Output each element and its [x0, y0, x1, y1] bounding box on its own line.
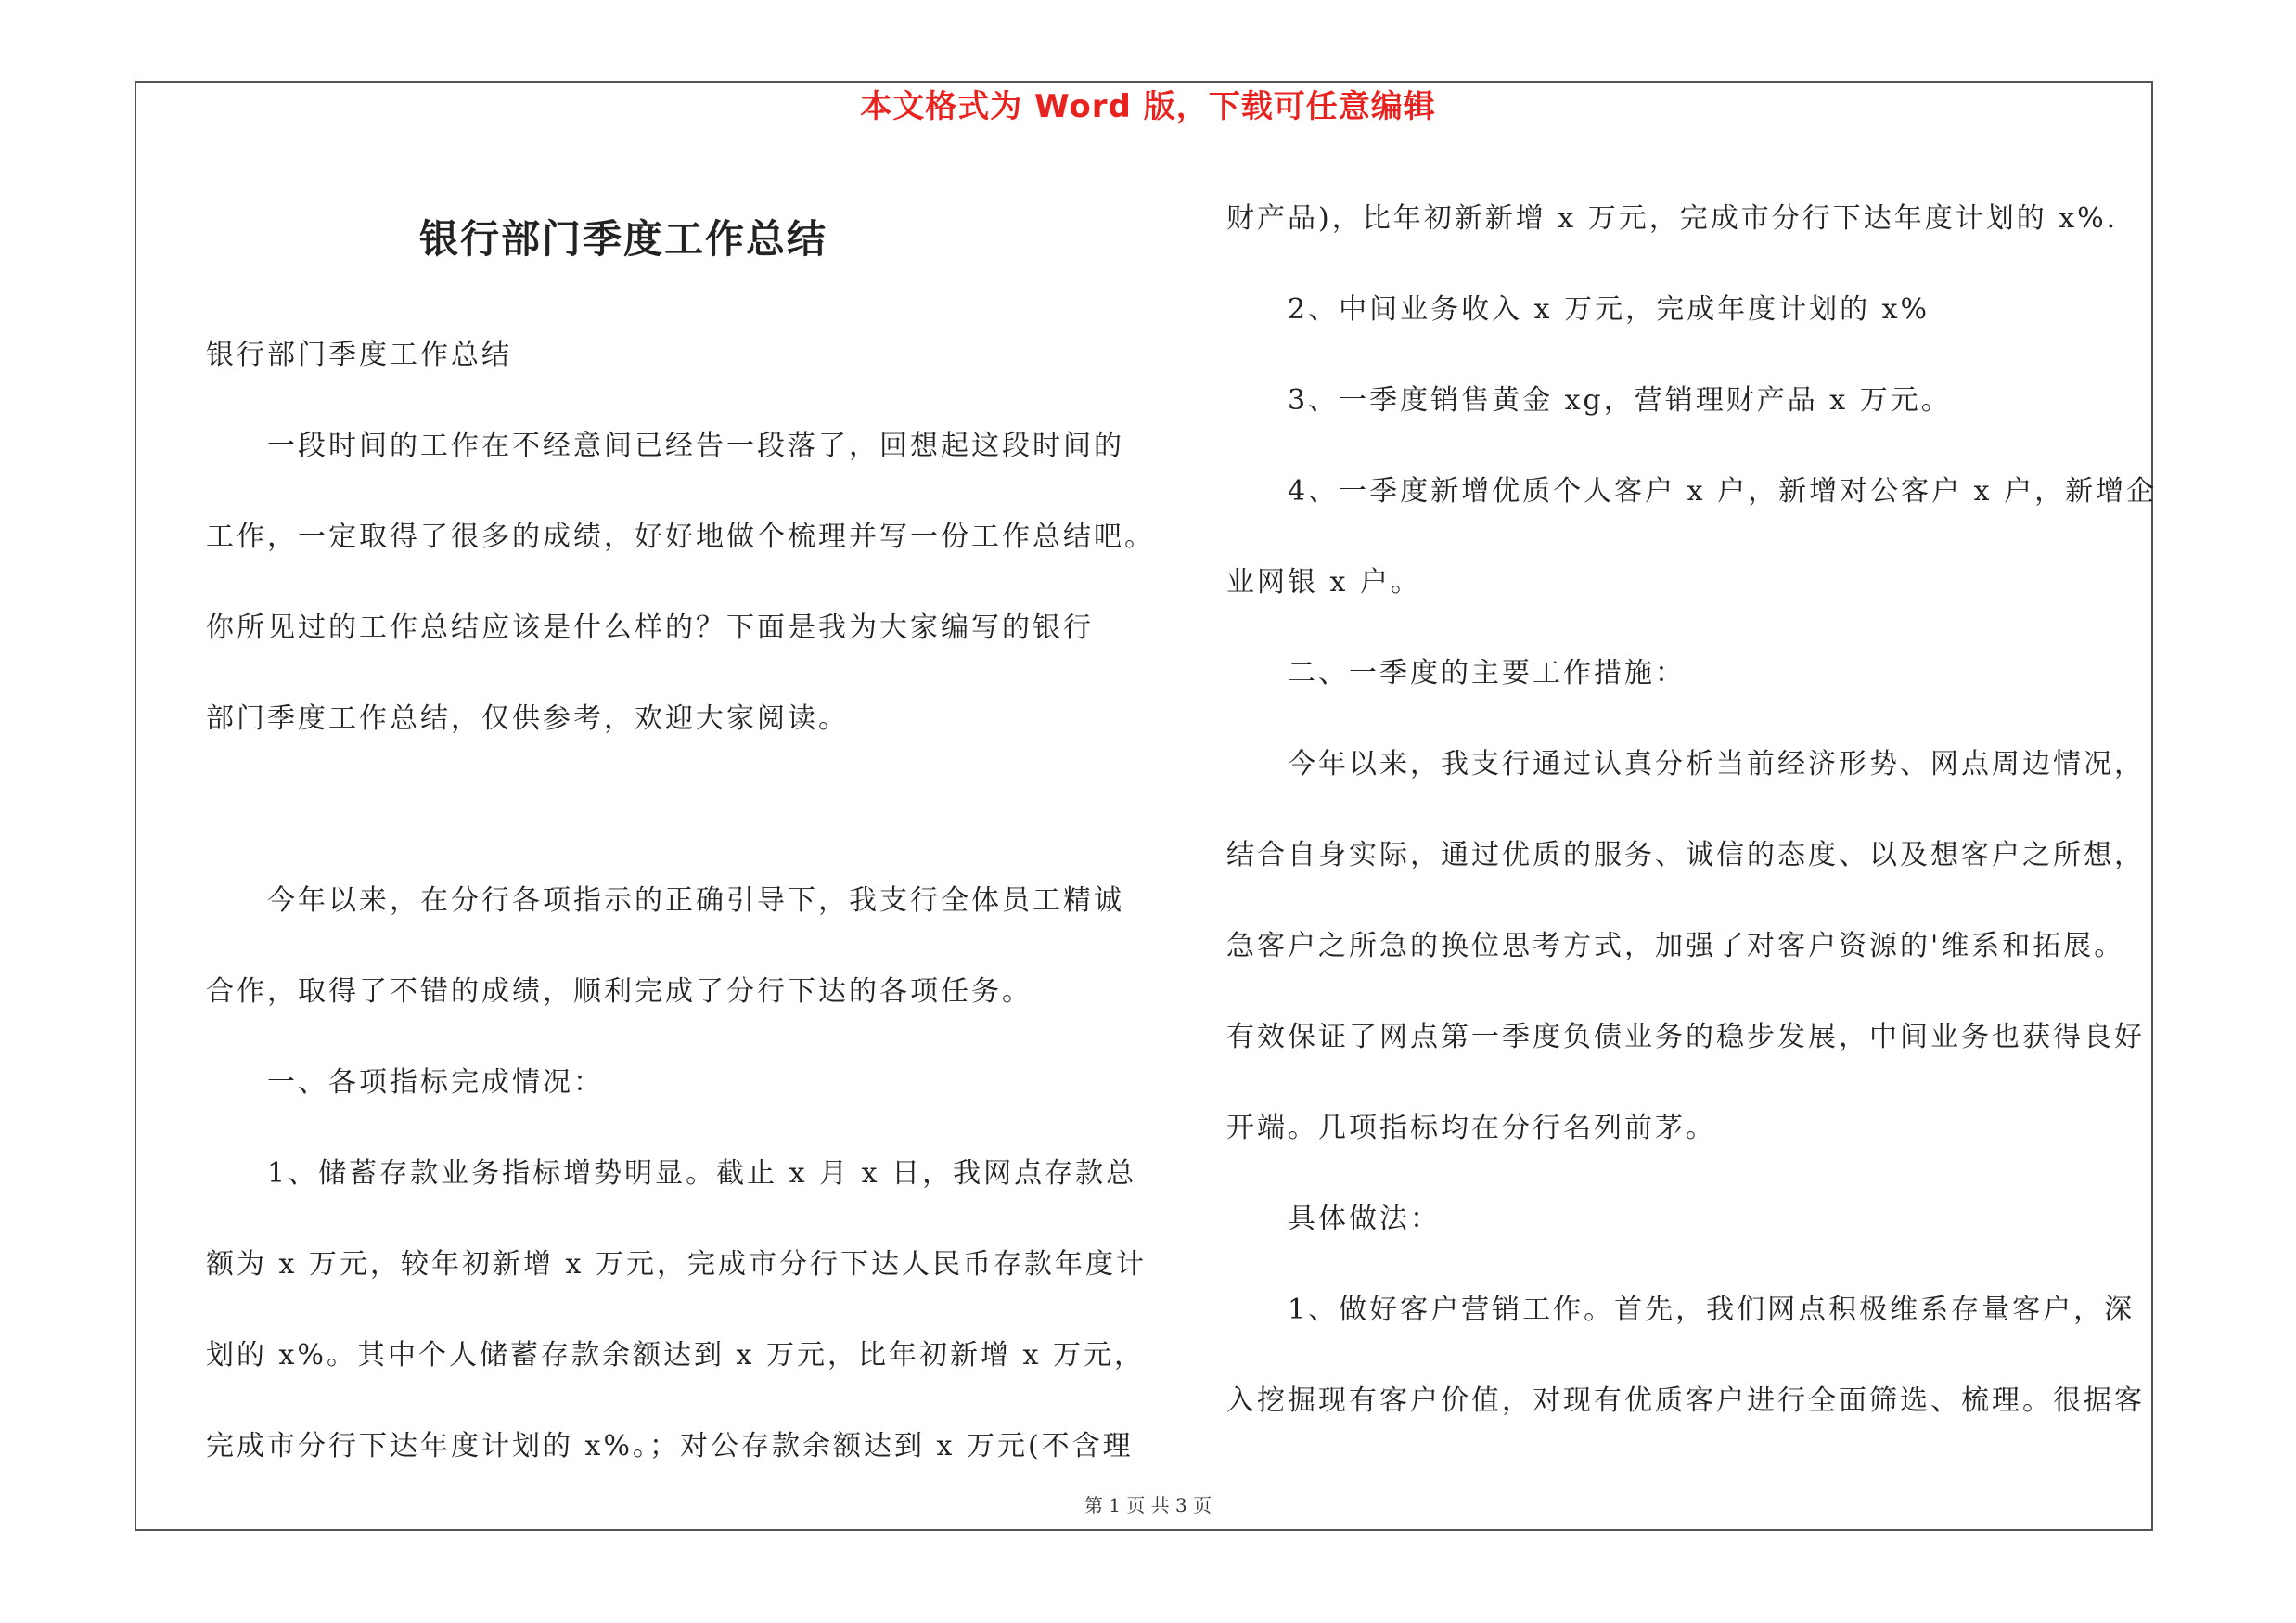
right-line: 具体做法：: [1226, 1203, 1441, 1235]
right-line: 有效保证了网点第一季度负债业务的稳步发展，中间业务也获得良好: [1226, 1021, 2145, 1053]
right-line: 入挖掘现有客户价值，对现有优质客户进行全面筛选、梳理。很据客: [1226, 1385, 2145, 1417]
left-line: 部门季度工作总结，仅供参考，欢迎大家阅读。: [206, 702, 849, 735]
page-number: 第 1 页 共 3 页: [1084, 1494, 1212, 1516]
left-line: 划的 x%。其中个人储蓄存款余额达到 x 万元，比年初新增 x 万元，: [206, 1339, 1145, 1372]
right-line: 急客户之所急的换位思考方式，加强了对客户资源的'维系和拓展。: [1226, 930, 2125, 962]
left-line: 合作，取得了不错的成绩，顺利完成了分行下达的各项任务。: [206, 975, 1033, 1008]
right-line: 业网银 x 户。: [1226, 566, 1421, 599]
left-line: 今年以来，在分行各项指示的正确引导下，我支行全体员工精诚: [206, 884, 1124, 917]
left-line: 额为 x 万元，较年初新增 x 万元，完成市分行下达人民币存款年度计: [206, 1248, 1147, 1281]
right-line: 1、做好客户营销工作。首先，我们网点积极维系存量客户，深: [1226, 1294, 2136, 1326]
right-line: 二、一季度的主要工作措施：: [1226, 657, 1686, 689]
left-line: 你所见过的工作总结应该是什么样的？下面是我为大家编写的银行: [206, 612, 1094, 644]
left-line: 完成市分行下达年度计划的 x%。；对公存款余额达到 x 万元(不含理: [206, 1430, 1134, 1462]
right-line: 结合自身实际，通过优质的服务、诚信的态度、以及想客户之所想，: [1226, 839, 2145, 871]
right-line: 4、一季度新增优质个人客户 x 户，新增对公客户 x 户，新增企: [1226, 475, 2158, 508]
right-line: 开端。几项指标均在分行名列前茅。: [1226, 1112, 1716, 1144]
left-line: 银行部门季度工作总结: [206, 339, 512, 371]
right-line: 2、中间业务收入 x 万元，完成年度计划的 x%: [1226, 293, 1930, 326]
document-title: 银行部门季度工作总结: [419, 216, 828, 262]
right-line: 财产品)，比年初新新增 x 万元，完成市分行下达年度计划的 x%.: [1226, 202, 2119, 235]
left-line: 1、储蓄存款业务指标增势明显。截止 x 月 x 日，我网点存款总: [206, 1157, 1137, 1190]
right-line: 今年以来，我支行通过认真分析当前经济形势、网点周边情况，: [1226, 748, 2145, 780]
left-line: 一、各项指标完成情况：: [206, 1066, 604, 1099]
left-line: 工作，一定取得了很多的成绩，好好地做个梳理并写一份工作总结吧。: [206, 521, 1155, 553]
format-banner: 本文格式为 Word 版，下载可任意编辑: [860, 88, 1436, 125]
right-line: 3、一季度销售黄金 xg，营销理财产品 x 万元。: [1226, 384, 1952, 417]
left-line: 一段时间的工作在不经意间已经告一段落了，回想起这段时间的: [206, 430, 1124, 462]
